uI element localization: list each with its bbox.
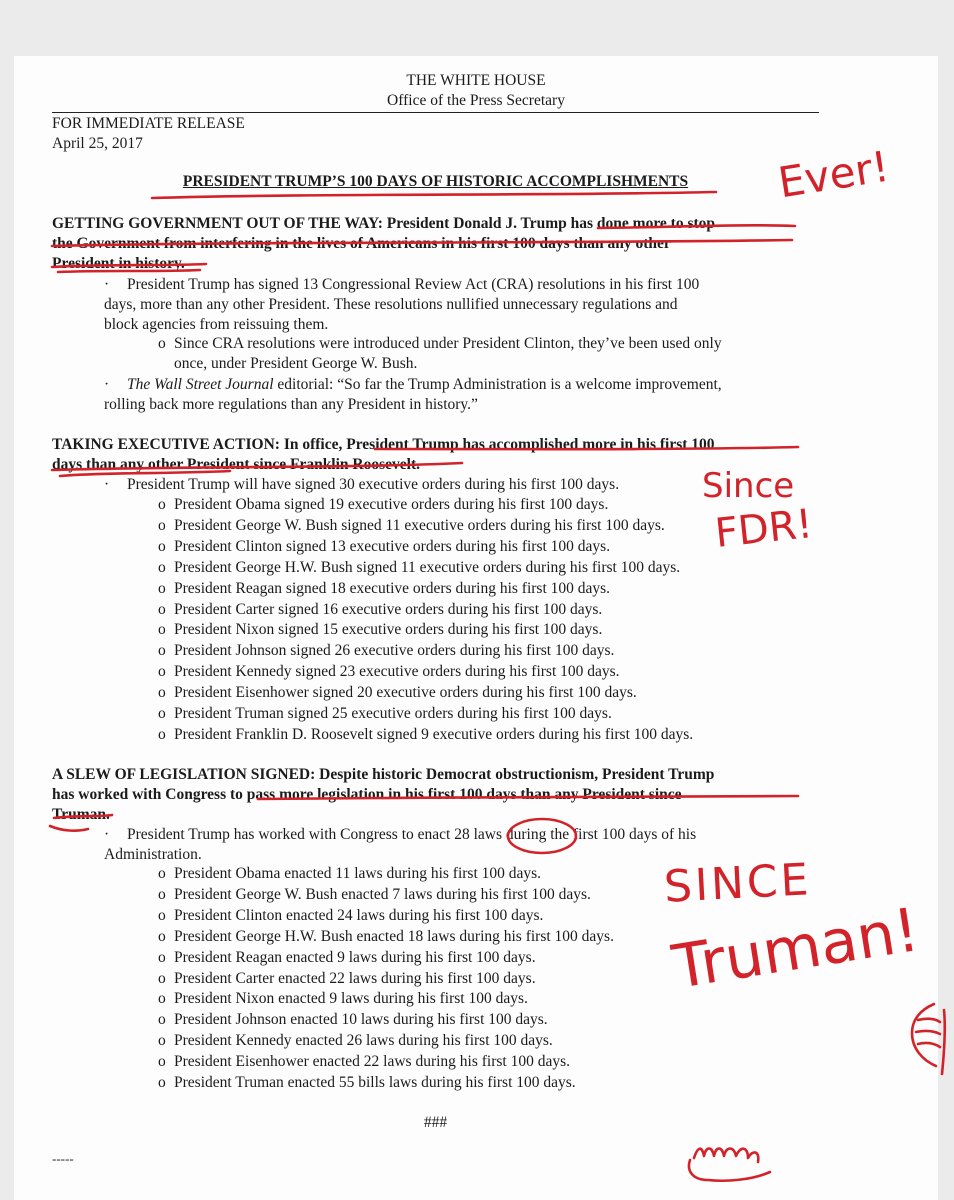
section1-bullet2-line2: rolling back more regulations than any President in history.” bbox=[104, 396, 478, 413]
bullet-mark: · bbox=[104, 826, 110, 843]
sub-bullet-mark: o bbox=[158, 885, 166, 903]
annotation-since: Since bbox=[702, 466, 795, 506]
sub-bullet-mark: o bbox=[158, 335, 166, 352]
list-item: President Clinton enacted 24 laws during his first 100 days. bbox=[174, 906, 544, 924]
bullet-mark: · bbox=[104, 476, 110, 493]
sub-bullet-mark: o bbox=[158, 705, 166, 722]
section1-bullet1-line2: days, more than any other President. These resolutions nullified unnecessary regulations and bbox=[104, 296, 678, 313]
section1-bullet1-line1: President Trump has signed 13 Congressional Review Act (CRA) resolutions in his first 100 bbox=[127, 276, 700, 293]
end-mark: ### bbox=[423, 1114, 448, 1131]
sub-bullet-mark: o bbox=[158, 725, 166, 743]
list-item: President Carter signed 16 executive orders during his first 100 days. bbox=[174, 600, 603, 618]
list-item: President Carter enacted 22 laws during his first 100 days. bbox=[174, 969, 536, 987]
sub-bullet-mark: o bbox=[158, 558, 166, 576]
sub-bullet-mark: o bbox=[158, 1011, 166, 1029]
list-item: President Kennedy enacted 26 laws during his first 100 days. bbox=[174, 1032, 553, 1050]
wsj-quote: editorial: “So far the Trump Administration is a welcome improvement, bbox=[277, 376, 722, 393]
section3-heading-line1: A SLEW OF LEGISLATION SIGNED: Despite historic Democrat obstructionism, President Trump bbox=[52, 766, 715, 783]
sub-bullet-mark: o bbox=[158, 684, 166, 702]
annotation-truman: Truman! bbox=[668, 895, 924, 1003]
section1-sub1-line1: Since CRA resolutions were introduced under President Clinton, they’ve been used only bbox=[174, 335, 722, 352]
list-item: President Johnson signed 26 executive orders during his first 100 days. bbox=[174, 642, 615, 660]
sub-bullet-mark: o bbox=[158, 579, 166, 597]
section3-bullet-line1: President Trump has worked with Congress to enact 28 laws during the first 100 days of his bbox=[127, 826, 697, 843]
list-item: President George W. Bush signed 11 executive orders during his first 100 days. bbox=[174, 516, 665, 534]
list-item: President George H.W. Bush enacted 18 laws during his first 100 days. bbox=[174, 927, 614, 945]
sub-bullet-mark: o bbox=[158, 516, 166, 534]
s1-underline-2 bbox=[52, 240, 792, 246]
section2-heading-line1: TAKING EXECUTIVE ACTION: In office, President Trump has accomplished more in his first 100 bbox=[52, 436, 715, 453]
s3-underline-1 bbox=[258, 796, 798, 799]
sub-bullet-mark: o bbox=[158, 906, 166, 924]
section1-bullet1-line3: block agencies from reissuing them. bbox=[104, 316, 329, 333]
s1-underline-1 bbox=[598, 225, 795, 228]
list-item: President Franklin D. Roosevelt signed 9 executive orders during his first 100 days. bbox=[174, 725, 694, 743]
sub-bullet-mark: o bbox=[158, 1032, 166, 1050]
s2-underline-1 bbox=[375, 447, 798, 449]
sub-bullet-mark: o bbox=[158, 1053, 166, 1071]
list-item: President Eisenhower enacted 22 laws during his first 100 days. bbox=[174, 1053, 571, 1071]
sub-bullet-mark: o bbox=[158, 537, 166, 555]
header-org: THE WHITE HOUSE bbox=[406, 72, 546, 89]
s2-underline-2 bbox=[52, 463, 462, 470]
release-line: FOR IMMEDIATE RELEASE bbox=[52, 115, 245, 132]
list-item: President George W. Bush enacted 7 laws during his first 100 days. bbox=[174, 885, 591, 903]
scribble-icon-bottom bbox=[689, 1149, 770, 1181]
document-title: PRESIDENT TRUMP’S 100 DAYS OF HISTORIC ACCOMPLISHMENTS bbox=[182, 173, 689, 190]
section3-heading-line3: Truman. bbox=[52, 806, 110, 823]
sub-bullet-mark: o bbox=[158, 642, 166, 660]
section1-heading-line2: the Government from interfering in the lives of Americans in his first 100 days than any other bbox=[52, 235, 671, 252]
s1-underline-3 bbox=[52, 264, 206, 267]
annotation-ever: Ever! bbox=[774, 141, 893, 208]
sub-bullet-mark: o bbox=[158, 663, 166, 681]
list-item: President Reagan signed 18 executive orders during his first 100 days. bbox=[174, 579, 611, 597]
list-item: President Nixon signed 15 executive orders during his first 100 days. bbox=[174, 621, 603, 639]
laws-circle bbox=[508, 819, 576, 853]
list-item: President Nixon enacted 9 laws during his first 100 days. bbox=[174, 990, 528, 1008]
section1-heading-line1: GETTING GOVERNMENT OUT OF THE WAY: President Donald J. Trump has done more to stop bbox=[52, 215, 716, 232]
bullet-mark: · bbox=[104, 276, 110, 293]
sub-bullet-mark: o bbox=[158, 990, 166, 1008]
scribble-icon-right bbox=[912, 1004, 945, 1074]
wsj-source: The Wall Street Journal bbox=[127, 376, 274, 393]
list-item: President Obama enacted 11 laws during his first 100 days. bbox=[174, 865, 542, 882]
list-item: President George H.W. Bush signed 11 executive orders during his first 100 days. bbox=[174, 558, 681, 576]
section2-heading-line2: days than any other President since Franklin Roosevelt. bbox=[52, 456, 420, 473]
list-item: President Truman enacted 55 bills laws during his first 100 days. bbox=[174, 1074, 576, 1091]
footnote-dashes: ----- bbox=[52, 1151, 74, 1166]
list-item: President Eisenhower signed 20 executive orders during his first 100 days. bbox=[174, 684, 637, 702]
annotation-since-caps: SINCE bbox=[662, 854, 813, 913]
section2-bullet: President Trump will have signed 30 executive orders during his first 100 days. bbox=[127, 476, 620, 493]
list-item: President Kennedy signed 23 executive orders during his first 100 days. bbox=[174, 663, 620, 681]
list-item: President Johnson enacted 10 laws during his first 100 days. bbox=[174, 1011, 548, 1029]
s3-underline-curve bbox=[50, 826, 88, 831]
section3-heading-line2: has worked with Congress to pass more legislation in his first 100 days than any President since bbox=[52, 786, 682, 803]
title-underline-stroke bbox=[152, 192, 716, 198]
list-item: President Clinton signed 13 executive orders during his first 100 days. bbox=[174, 537, 611, 555]
sub-bullet-mark: o bbox=[158, 927, 166, 945]
sub-bullet-mark: o bbox=[158, 865, 166, 882]
sub-bullet-mark: o bbox=[158, 621, 166, 639]
list-item: President Truman signed 25 executive orders during his first 100 days. bbox=[174, 705, 612, 722]
bullet-mark: · bbox=[104, 376, 110, 393]
list-item: President Reagan enacted 9 laws during his first 100 days. bbox=[174, 948, 536, 966]
sub-bullet-mark: o bbox=[158, 969, 166, 987]
annotation-fdr: FDR! bbox=[712, 501, 815, 557]
s3-underline-2 bbox=[54, 815, 112, 818]
sub-bullet-mark: o bbox=[158, 948, 166, 966]
sub-bullet-mark: o bbox=[158, 496, 166, 513]
list-item: President Obama signed 19 executive orders during his first 100 days. bbox=[174, 496, 609, 513]
section1-heading-line3: President in history. bbox=[52, 255, 185, 272]
sub-bullet-mark: o bbox=[158, 1074, 166, 1091]
s1-underline-tick bbox=[58, 270, 200, 272]
section3-bullet-line2: Administration. bbox=[104, 846, 202, 863]
sub-bullet-mark: o bbox=[158, 600, 166, 618]
release-date: April 25, 2017 bbox=[52, 135, 143, 152]
s2-underline-tick bbox=[60, 471, 230, 476]
section1-sub1-line2: once, under President George W. Bush. bbox=[174, 355, 418, 372]
header-office: Office of the Press Secretary bbox=[387, 92, 565, 109]
